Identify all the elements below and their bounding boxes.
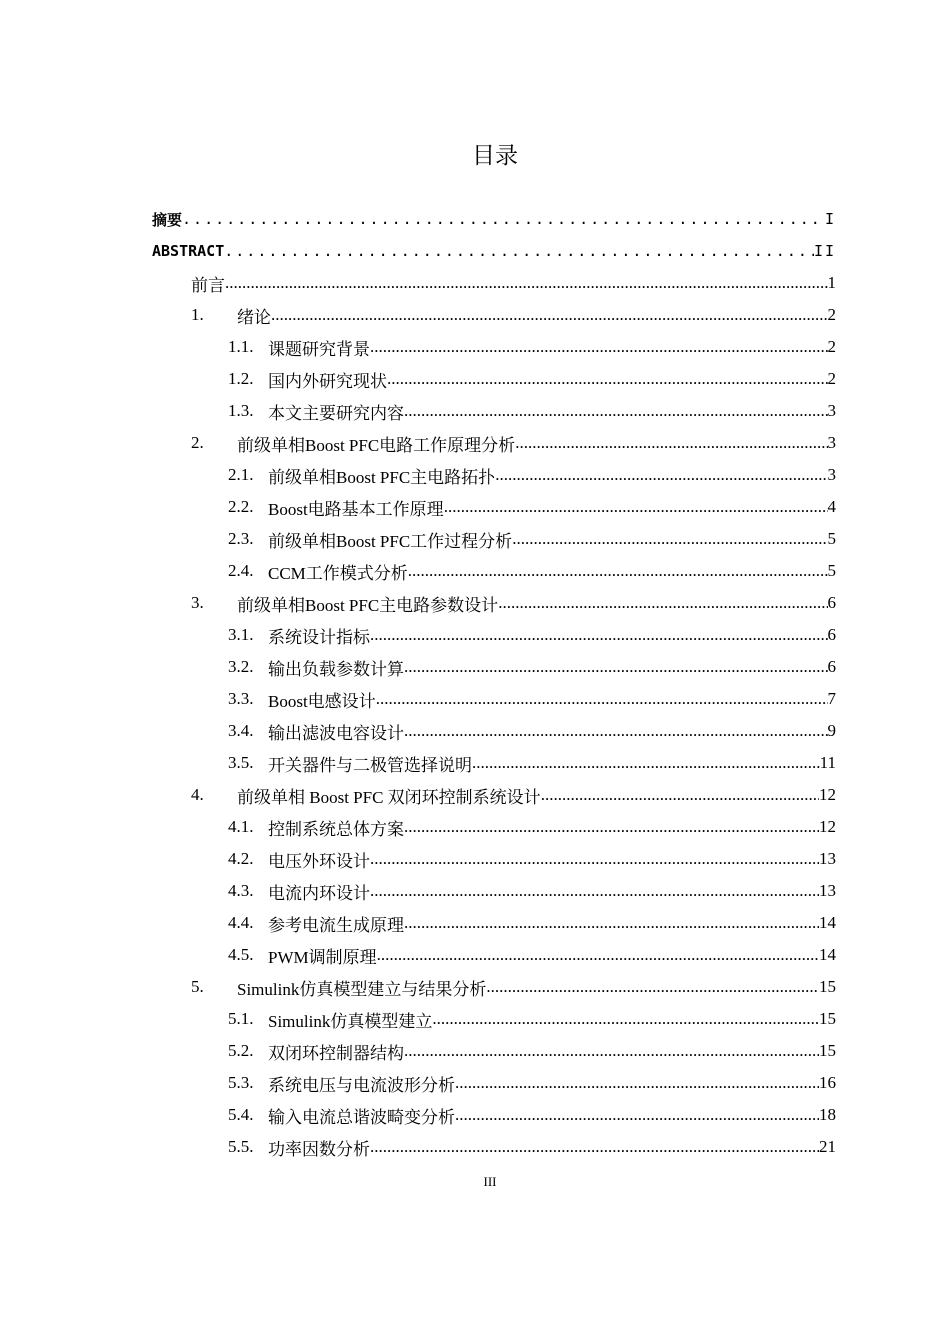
toc-entry-label: 前级单相Boost PFC主电路参数设计 bbox=[237, 595, 499, 615]
toc-entry-label: 电压外环设计 bbox=[268, 851, 370, 871]
toc-entry-number: 1. bbox=[191, 305, 204, 324]
toc-dot-leader bbox=[486, 977, 819, 997]
toc-entry-page: 6 bbox=[827, 593, 836, 612]
toc-entry-number: 5.5. bbox=[228, 1137, 254, 1156]
toc-entry-number: 5.3. bbox=[228, 1073, 254, 1092]
toc-entry-label: 前言 bbox=[191, 275, 225, 295]
toc-entry-page: 3 bbox=[827, 465, 836, 484]
toc-entry-page: 12 bbox=[819, 817, 836, 836]
toc-dot-leader bbox=[271, 305, 828, 325]
toc-entry-label: 输出滤波电容设计 bbox=[268, 723, 404, 743]
toc-entry-page: 11 bbox=[819, 753, 836, 772]
toc-entry-page: I bbox=[824, 210, 836, 228]
toc-entry-label: 参考电流生成原理 bbox=[268, 915, 404, 935]
toc-entry-label: Simulink仿真模型建立 bbox=[268, 1011, 433, 1031]
toc-entry[interactable] bbox=[228, 1131, 836, 1163]
toc-dot-leader bbox=[404, 401, 828, 421]
toc-entry-label: 前级单相Boost PFC工作过程分析 bbox=[268, 531, 513, 551]
toc-entry-label: Boost电路基本工作原理 bbox=[268, 499, 444, 519]
toc-dot-leader bbox=[512, 529, 827, 549]
toc-entry-page: 9 bbox=[827, 721, 836, 740]
toc-dot-leader bbox=[377, 945, 819, 965]
toc-entry[interactable] bbox=[228, 331, 836, 363]
toc-entry[interactable] bbox=[228, 555, 836, 587]
toc-entry[interactable] bbox=[228, 907, 836, 939]
toc-entry-label: Boost电感设计 bbox=[268, 691, 376, 711]
toc-entry-page: 15 bbox=[819, 1041, 836, 1060]
toc-entry-label: 国内外研究现状 bbox=[268, 371, 387, 391]
toc-entry-page: 4 bbox=[827, 497, 836, 516]
toc-entry[interactable] bbox=[228, 1003, 836, 1035]
toc-entry[interactable] bbox=[228, 747, 836, 779]
toc-dot-leader bbox=[515, 433, 827, 453]
toc-dot-leader bbox=[370, 881, 819, 901]
toc-entry[interactable] bbox=[228, 1099, 836, 1131]
toc-dot-leader bbox=[370, 1137, 819, 1157]
toc-dot-leader bbox=[541, 785, 819, 805]
toc-entry-number: 5.2. bbox=[228, 1041, 254, 1060]
toc-entry-number: 4.3. bbox=[228, 881, 254, 900]
toc-entry-page: 6 bbox=[827, 625, 836, 644]
toc-entry-label: 开关器件与二极管选择说明 bbox=[268, 755, 472, 775]
toc-entry-label: 前级单相Boost PFC电路工作原理分析 bbox=[237, 435, 516, 455]
toc-entry-number: 1.3. bbox=[228, 401, 254, 420]
toc-dot-leader bbox=[404, 913, 819, 933]
page-number-footer: III bbox=[483, 1174, 497, 1189]
toc-entry-page: 15 bbox=[819, 1009, 836, 1028]
toc-entry-page: 13 bbox=[819, 881, 836, 900]
toc-entry-page: 18 bbox=[819, 1105, 836, 1124]
toc-entry-page: 2 bbox=[827, 305, 836, 324]
toc-entry-number: 4. bbox=[191, 785, 204, 804]
toc-entry[interactable] bbox=[228, 1067, 836, 1099]
toc-entry-label: 绪论 bbox=[237, 307, 271, 327]
toc-entry-number: 3.4. bbox=[228, 721, 254, 740]
toc-entry[interactable] bbox=[191, 299, 836, 331]
toc-entry-page: 5 bbox=[827, 529, 836, 548]
toc-dot-leader bbox=[370, 337, 828, 357]
toc-entry-number: 3.2. bbox=[228, 657, 254, 676]
toc-dot-leader bbox=[404, 657, 828, 677]
toc-dot-leader bbox=[432, 1009, 819, 1029]
toc-entry-label: 摘要 bbox=[152, 210, 183, 229]
toc-entry[interactable] bbox=[228, 843, 836, 875]
toc-dot-leader bbox=[404, 817, 819, 837]
toc-entry-number: 2.4. bbox=[228, 561, 254, 580]
toc-entry[interactable] bbox=[191, 427, 836, 459]
toc-entry[interactable] bbox=[191, 267, 836, 299]
toc-entry-label: ABSTRACT bbox=[152, 242, 225, 260]
toc-entry[interactable] bbox=[228, 811, 836, 843]
toc-entry-page: 15 bbox=[819, 977, 836, 996]
toc-entry[interactable] bbox=[228, 939, 836, 971]
toc-entry-label: 前级单相Boost PFC主电路拓扑 bbox=[268, 467, 496, 487]
page-title: 目录 bbox=[472, 143, 518, 169]
toc-entry[interactable] bbox=[191, 971, 836, 1003]
toc-entry[interactable] bbox=[228, 459, 836, 491]
toc-dot-leader bbox=[224, 242, 814, 260]
toc-dot-leader bbox=[472, 753, 820, 773]
toc-entry[interactable] bbox=[228, 1035, 836, 1067]
toc-entry-page: 3 bbox=[827, 433, 836, 452]
toc-entry-number: 3.3. bbox=[228, 689, 254, 708]
toc-entry-label: 系统设计指标 bbox=[268, 627, 370, 647]
toc-entry[interactable] bbox=[228, 619, 836, 651]
toc-dot-leader bbox=[455, 1073, 819, 1093]
toc-entry-page: 1 bbox=[827, 273, 836, 292]
toc-entry-number: 5.1. bbox=[228, 1009, 254, 1028]
toc-dot-leader bbox=[444, 497, 828, 517]
toc-dot-leader bbox=[370, 625, 828, 645]
toc-entry-page: 13 bbox=[819, 849, 836, 868]
toc-entry-label: Simulink仿真模型建立与结果分析 bbox=[237, 979, 487, 999]
toc-entry-page: II bbox=[813, 242, 836, 260]
toc-dot-leader bbox=[404, 1041, 819, 1061]
toc-entry-number: 2.3. bbox=[228, 529, 254, 548]
toc-entry-number: 2. bbox=[191, 433, 204, 452]
toc-entry-number: 2.1. bbox=[228, 465, 254, 484]
toc-entry-page: 2 bbox=[827, 337, 836, 356]
toc-dot-leader bbox=[404, 721, 828, 741]
toc-entry-number: 1.1. bbox=[228, 337, 254, 356]
toc-entry[interactable] bbox=[228, 715, 836, 747]
toc-entry-number: 4.4. bbox=[228, 913, 254, 932]
toc-entry-number: 1.2. bbox=[228, 369, 254, 388]
toc-dot-leader bbox=[182, 210, 825, 228]
toc-entry[interactable] bbox=[228, 651, 836, 683]
toc-entry-label: 课题研究背景 bbox=[268, 339, 370, 359]
toc-dot-leader bbox=[370, 849, 819, 869]
toc-entry-label: 输出负载参数计算 bbox=[268, 659, 404, 679]
toc-dot-leader bbox=[498, 593, 827, 613]
toc-entry[interactable] bbox=[152, 235, 836, 267]
toc-entry[interactable] bbox=[228, 875, 836, 907]
toc-entry[interactable] bbox=[228, 363, 836, 395]
toc-entry-number: 3. bbox=[191, 593, 204, 612]
toc-dot-leader bbox=[387, 369, 828, 389]
toc-entry-page: 7 bbox=[827, 689, 836, 708]
toc-entry-number: 5.4. bbox=[228, 1105, 254, 1124]
toc-entry-page: 2 bbox=[827, 369, 836, 388]
toc-entry-label: 前级单相 Boost PFC 双闭环控制系统设计 bbox=[237, 787, 541, 807]
toc-entry-page: 21 bbox=[819, 1137, 836, 1156]
toc-entry-number: 4.5. bbox=[228, 945, 254, 964]
toc-entry-page: 5 bbox=[827, 561, 836, 580]
toc-entry-label: 本文主要研究内容 bbox=[268, 403, 404, 423]
toc-entry-number: 5. bbox=[191, 977, 204, 996]
toc-entry-number: 2.2. bbox=[228, 497, 254, 516]
toc-entry-number: 3.1. bbox=[228, 625, 254, 644]
toc-entry[interactable] bbox=[152, 203, 836, 235]
toc-dot-leader bbox=[225, 273, 828, 293]
toc-entry-page: 16 bbox=[819, 1073, 836, 1092]
toc-entry-page: 6 bbox=[827, 657, 836, 676]
toc-entry[interactable] bbox=[191, 779, 836, 811]
toc-entry[interactable] bbox=[228, 491, 836, 523]
toc-entry-label: CCM工作模式分析 bbox=[268, 563, 408, 583]
toc-entry-label: 功率因数分析 bbox=[268, 1139, 370, 1159]
toc-entry-label: 输入电流总谐波畸变分析 bbox=[268, 1107, 455, 1127]
toc-entry-number: 3.5. bbox=[228, 753, 254, 772]
toc-entry[interactable] bbox=[191, 587, 836, 619]
toc-entry[interactable] bbox=[228, 395, 836, 427]
toc-entry[interactable] bbox=[228, 683, 836, 715]
toc-dot-leader bbox=[408, 561, 828, 581]
toc-dot-leader bbox=[376, 689, 828, 709]
toc-entry-label: 双闭环控制器结构 bbox=[268, 1043, 404, 1063]
toc-entry-number: 4.2. bbox=[228, 849, 254, 868]
toc-dot-leader bbox=[495, 465, 827, 485]
toc-entry-page: 3 bbox=[827, 401, 836, 420]
toc-entry-label: PWM调制原理 bbox=[268, 947, 377, 967]
toc-entry-number: 4.1. bbox=[228, 817, 254, 836]
toc-entry[interactable] bbox=[228, 523, 836, 555]
toc-entry-page: 14 bbox=[819, 913, 836, 932]
toc-entry-page: 12 bbox=[819, 785, 836, 804]
toc-entry-label: 系统电压与电流波形分析 bbox=[268, 1075, 455, 1095]
toc-entry-label: 电流内环设计 bbox=[268, 883, 370, 903]
toc-entry-page: 14 bbox=[819, 945, 836, 964]
toc-entry-label: 控制系统总体方案 bbox=[268, 819, 404, 839]
toc-dot-leader bbox=[455, 1105, 819, 1125]
